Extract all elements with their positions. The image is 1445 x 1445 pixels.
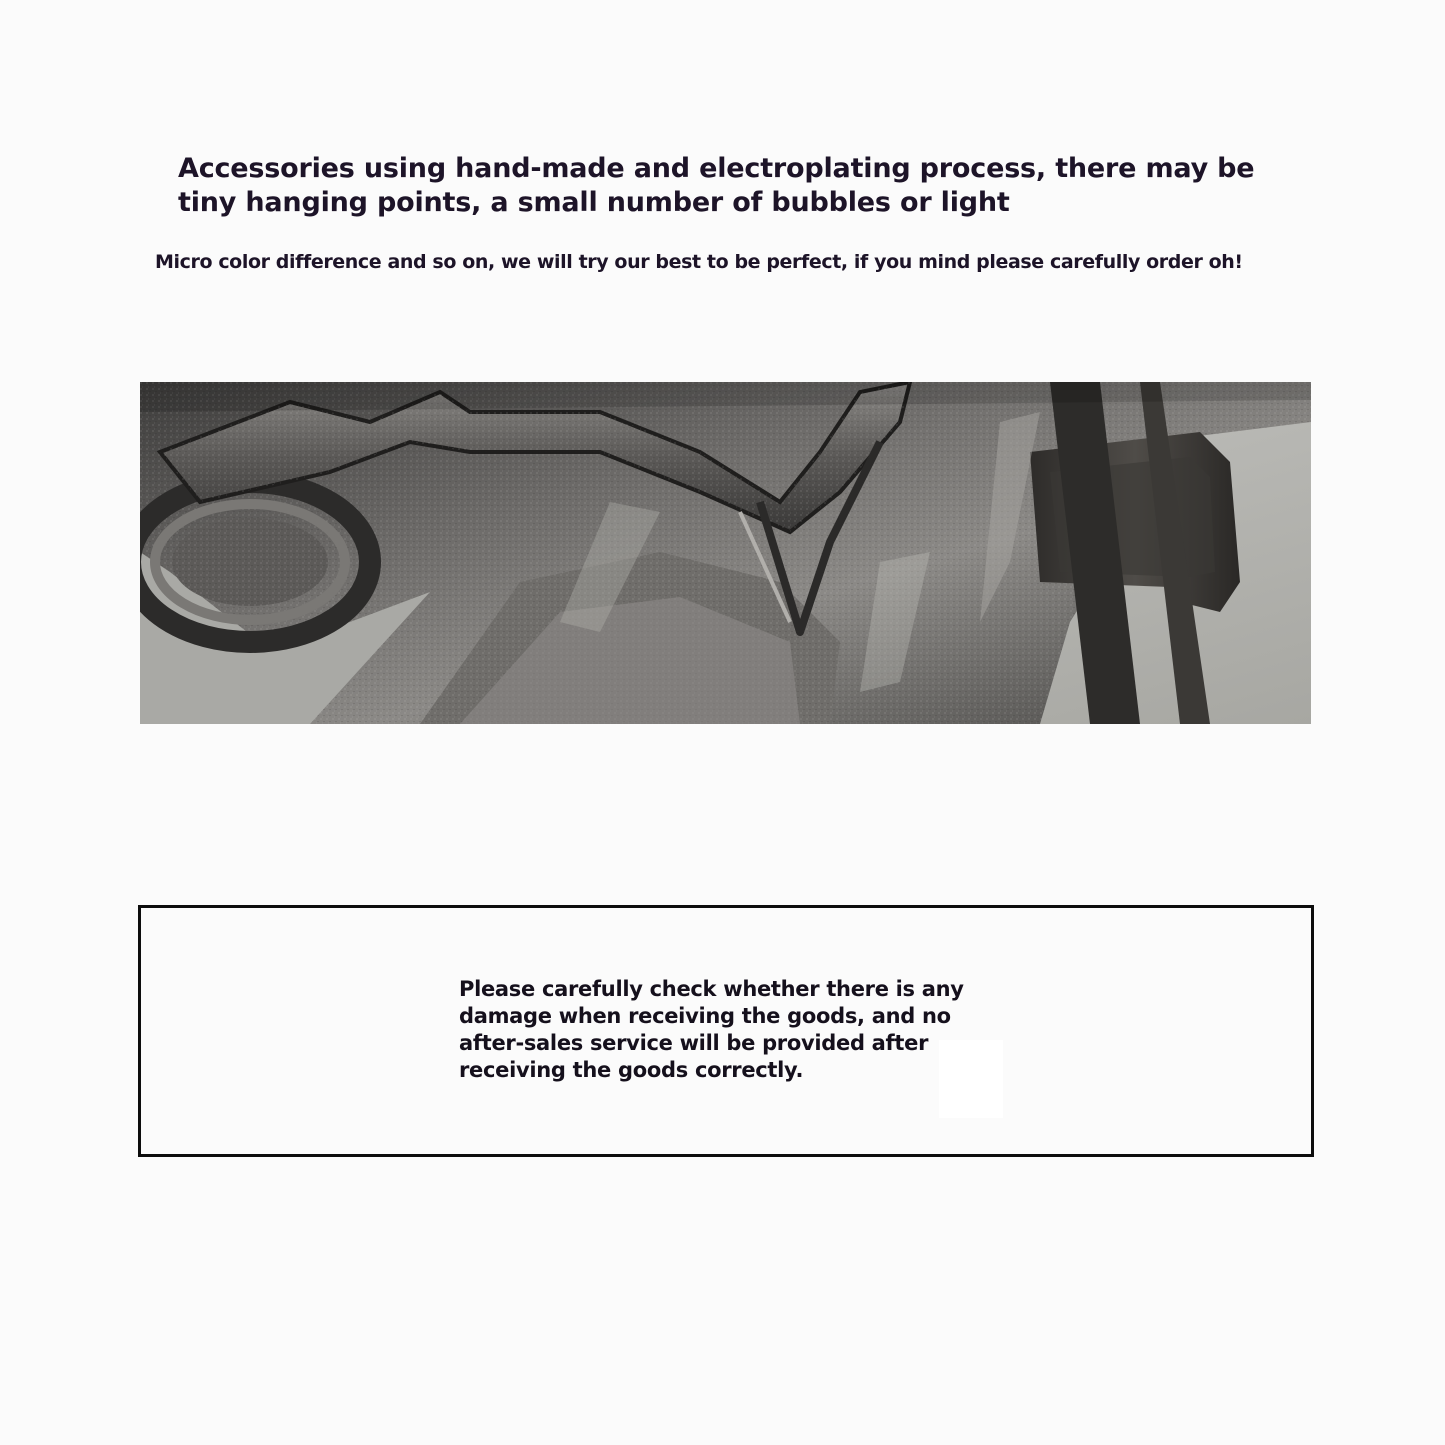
process-notice-headline: Accessories using hand-made and electroplating process, there may be tiny hanging points, a small number of bubbles or light <box>178 153 1255 218</box>
after-sales-notice-text: Please carefully check whether there is any damage when receiving the goods, and no after-sales service will be provided after receiving the goods correctly. <box>459 977 964 1082</box>
product-closeup-photo <box>140 382 1311 724</box>
after-sales-notice-box <box>138 905 1314 1157</box>
white-patch <box>939 1040 1003 1118</box>
metal-accessory-illustration <box>140 382 1311 724</box>
color-difference-note: Micro color difference and so on, we will try our best to be perfect, if you mind please carefully order oh! <box>155 251 1243 273</box>
